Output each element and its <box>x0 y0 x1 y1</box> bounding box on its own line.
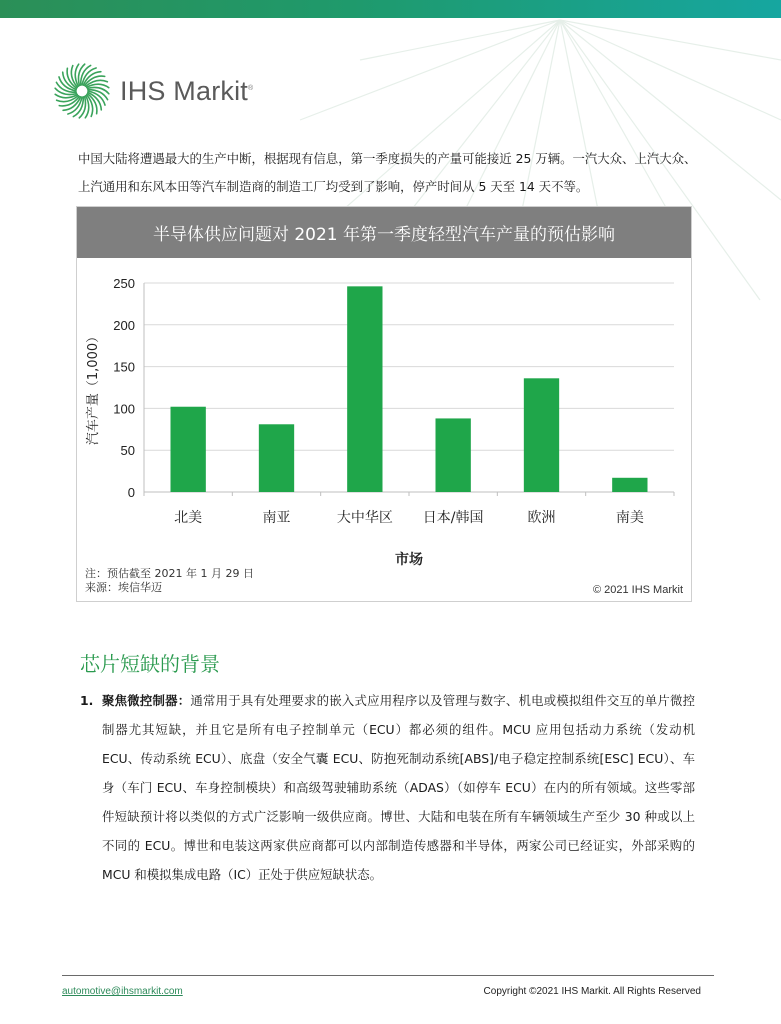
footer-divider <box>62 975 714 976</box>
chart-title: 半导体供应问题对 2021 年第一季度轻型汽车产量的预估影响 <box>77 207 691 258</box>
y-tick-label: 0 <box>127 485 135 500</box>
bar <box>259 424 294 492</box>
list-item-lead: 聚焦微控制器： <box>102 693 191 708</box>
production-impact-chart <box>76 206 692 602</box>
bar <box>524 378 559 492</box>
x-tick-label: 南美 <box>615 510 644 526</box>
list-item-text: 通常用于具有处理要求的嵌入式应用程序以及管理与数字、机电或模拟组件交互的单片微控制器尤其短缺，并且它是所有电子控制单元（ECU）都必须的组件。MCU 应用包括动力系统（发动机 ECU、传动系统 ECU）、底盘（安全气囊 ECU、防抱死制动系统[ABS]/电子稳定控制系统[ESC] ECU）、车身（车门 ECU、车身控制模块）和高级驾驶辅助系统（ADAS）（如停车 ECU）在内的所有领域。这些零部件短缺预计将以类似的方式广泛影响一级供应商。博世、大陆和电装在所有车辆领域生产至少 30 种或以上不同的 ECU。博世和电装这两家供应商都可以内部制造传感器和半导体，两家公司已经证实，外部采购的 MCU 和模拟集成电路（IC）正处于供应短缺状态。 <box>102 693 696 882</box>
brand-logo <box>52 62 253 120</box>
chart-copyright: © 2021 IHS Markit <box>592 584 683 596</box>
y-tick-label: 250 <box>113 276 135 291</box>
x-tick-label: 大中华区 <box>336 510 393 526</box>
chart-notes <box>85 567 254 595</box>
y-tick-label: 50 <box>120 443 135 459</box>
bar <box>171 407 206 492</box>
section-title: 芯片短缺的背景 <box>80 652 220 676</box>
bar <box>436 418 471 492</box>
y-tick-label: 200 <box>113 317 135 333</box>
y-axis-title: 汽车产量（1,000） <box>86 329 101 446</box>
list-item-body <box>102 686 695 889</box>
bar <box>612 478 647 492</box>
y-tick-label: 150 <box>113 359 135 375</box>
bar <box>347 286 382 492</box>
x-tick-label: 南亚 <box>262 510 291 526</box>
y-tick-label: 100 <box>113 401 135 417</box>
brand-name: IHS Markit® <box>120 75 254 106</box>
chart-source: 来源：埃信华迈 <box>85 581 162 594</box>
ihs-markit-swirl-icon <box>52 61 112 121</box>
x-tick-label: 日本/韩国 <box>422 510 484 526</box>
x-axis-title: 市场 <box>395 552 423 568</box>
intro-paragraph: 中国大陆将遭遇最大的生产中断，根据现有信息，第一季度损失的产量可能接近 25 万辆。一汽大众、上汽大众、上汽通用和东风本田等汽车制造商的制造工厂均受到了影响，停产时间从 5 天至 14 天不等。 <box>78 151 697 194</box>
list-item-number: 1. <box>80 693 94 708</box>
chart-plot <box>77 207 691 601</box>
chart-note: 注：预估截至 2021 年 1 月 29 日 <box>85 567 254 580</box>
footer-email-link[interactable]: automotive@ihsmarkit.com <box>62 986 183 997</box>
list-item <box>80 686 695 889</box>
x-tick-label: 北美 <box>174 510 203 526</box>
footer-copyright: Copyright ©2021 IHS Markit. All Rights Reserved <box>483 986 701 997</box>
x-tick-label: 欧洲 <box>527 510 556 526</box>
